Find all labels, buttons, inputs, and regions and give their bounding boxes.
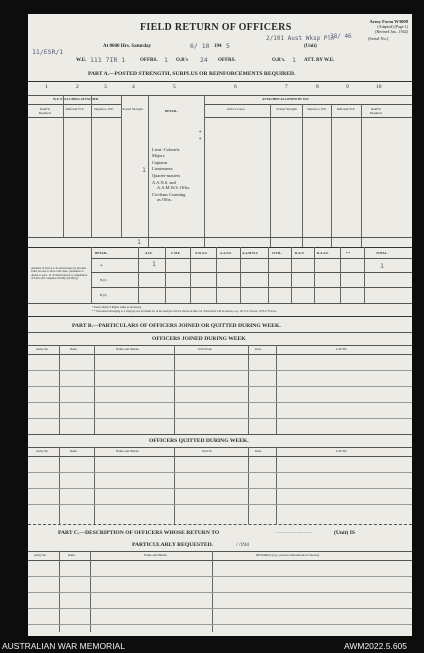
- col-num-6: 6: [234, 84, 237, 90]
- rule: [28, 247, 412, 248]
- column-rule: [59, 345, 60, 434]
- total-count: 1: [380, 262, 384, 270]
- column-rule: [276, 345, 277, 434]
- column-rule: [190, 247, 191, 303]
- column-rule: [94, 447, 95, 524]
- rule: [28, 560, 412, 561]
- rule: [28, 354, 412, 355]
- we-label: W.E.: [76, 58, 87, 63]
- part-c-line2: PARTICULARLY REQUESTED.: [132, 542, 214, 548]
- col-num-4: 4: [132, 84, 135, 90]
- joined-title: OFFICERS JOINED DURING WEEK: [152, 336, 246, 342]
- part-b-title: PART B.—PARTICULARS OF OFFICERS JOINED OR QUITTED DURING WEEK.: [72, 323, 281, 329]
- aif-count: 1: [152, 260, 156, 268]
- asterisk-marks: * *: [199, 131, 202, 143]
- we-excluding-header: W.E. EXCLUDING ATTACHED.: [53, 97, 99, 101]
- quitted-header-name: Name and Initials.: [116, 449, 140, 453]
- rank-as-offrs: as Offrs.: [157, 197, 173, 203]
- quitted-header-cause: CAUSE.: [336, 449, 348, 453]
- analysis-other: * *: [346, 251, 350, 255]
- joined-header-date: Date.: [255, 347, 262, 351]
- column-rule: [270, 104, 271, 247]
- rank-aans: A.A.N.S. and: [152, 180, 176, 186]
- subheader-posted-strength: Posted Strength.: [122, 107, 144, 111]
- unit-handwritten: 2/101 Aust Wksp Pln: [266, 35, 335, 42]
- col-num-1: 1: [45, 84, 48, 90]
- quitted-header-unit-to: Unit To.: [202, 449, 213, 453]
- analysis-total: TOTAL.: [376, 251, 388, 255]
- rank-lieut-colonels: Lieut.-Colonels: [152, 147, 180, 152]
- form-line-2: (Adapted) (Page 1): [377, 24, 408, 29]
- analysis-aif: A.I.F.: [145, 251, 153, 255]
- column-rule: [165, 247, 166, 303]
- serial-number: (Serial No.): [368, 36, 389, 41]
- column-rule: [314, 247, 315, 303]
- joined-header-unit-from: Unit From.: [198, 347, 213, 351]
- subheader-surplus-we: Surplus to W.E.: [93, 107, 114, 111]
- rule: [28, 447, 412, 448]
- col-num-3: 3: [104, 84, 107, 90]
- joined-header-rank: Rank.: [70, 347, 78, 351]
- column-rule: [174, 447, 175, 524]
- column-rule: [174, 345, 175, 434]
- rule: [28, 95, 412, 96]
- rule: [28, 551, 412, 552]
- column-rule: [364, 247, 365, 303]
- rank-captains: Captains: [152, 159, 168, 165]
- part-c-unit-is: (Unit) IS: [334, 530, 355, 536]
- analysis-ran: R.A.N.: [295, 251, 305, 255]
- analysis-row-b2: B.(2): [100, 293, 107, 297]
- part-a-title: PART A.—POSTED STRENGTH, SURPLUS OR REINFORCEMENTS REQUIRED.: [88, 71, 296, 77]
- at-hours: At 0600 Hrs. Saturday: [103, 44, 152, 49]
- column-rule: [291, 247, 292, 303]
- total-strength: 1: [137, 238, 141, 246]
- analysis-row-a: A.: [100, 263, 104, 267]
- col-num-7: 7: [285, 84, 288, 90]
- col-num-10: 10: [376, 84, 382, 90]
- column-rule: [248, 447, 249, 524]
- ors-label: O.R's: [176, 58, 189, 63]
- part-c-title: PART C.—DESCRIPTION OF OFFICERS WHOSE RETURN TO: [58, 530, 220, 536]
- column-rule: [204, 95, 205, 247]
- part-c-date: / /194: [236, 542, 249, 548]
- quitted-header-date: Date.: [255, 449, 262, 453]
- column-rule: [59, 447, 60, 524]
- subheader-right-deficient: Deficient W.E.: [336, 107, 356, 111]
- rule: [28, 472, 412, 473]
- rule: [28, 303, 412, 304]
- rule: [28, 434, 412, 435]
- part-c-header-name: Name and Initials.: [144, 553, 168, 557]
- joined-header-army-no: Army No.: [36, 347, 49, 351]
- left-reference: 11/ESR/1: [32, 48, 64, 56]
- footer-right: AWM2022.5.605: [344, 641, 407, 651]
- rule: [28, 316, 412, 317]
- rule: [28, 81, 412, 82]
- subheader-right-posted: Posted Strength.: [276, 107, 298, 111]
- column-rule: [248, 345, 249, 434]
- rank-majors: Majors: [152, 153, 165, 159]
- rule: [28, 488, 412, 489]
- column-rule: [121, 95, 122, 237]
- rule: [28, 456, 412, 457]
- rank-quartermasters: Quarter-masters: [152, 172, 181, 178]
- column-rule: [91, 95, 92, 237]
- column-rule: [340, 247, 341, 303]
- ors-handwritten: 24: [200, 56, 208, 64]
- rule: [28, 524, 412, 525]
- column-rule: [276, 447, 277, 524]
- col-num-5: 5: [173, 84, 176, 90]
- att-label: ATT. BY W.E.: [304, 58, 335, 63]
- rule: [28, 624, 412, 625]
- footnote-2: * * Personnel belonging to a category not provided for in the analysis will be shown in this Col. Particulars will be shown, e.g., 26 U.S. Forces; 10 N.Z. Forces.: [92, 309, 277, 313]
- unit-label: (Unit): [304, 44, 317, 49]
- captains-count: 1: [142, 166, 146, 174]
- date-handwritten: 6/ 10: [190, 42, 210, 50]
- rule: [28, 504, 412, 505]
- rule: [28, 237, 412, 238]
- ors2-label: O.R's.: [272, 58, 286, 63]
- year-handwritten: 5: [226, 42, 230, 50]
- rule: [28, 117, 121, 118]
- joined-header-cause: CAUSE.: [336, 347, 348, 351]
- column-rule: [240, 247, 241, 303]
- offrs-handwritten: 1: [164, 56, 168, 64]
- subheader-arm-corps: Arm or Corps.: [226, 107, 246, 111]
- column-rule: [91, 247, 92, 303]
- offrs-label: OFFRS.: [140, 58, 158, 63]
- analysis-row-b1: B.(1): [100, 278, 107, 282]
- column-rule: [138, 247, 139, 303]
- year-prefix: 194: [214, 44, 222, 49]
- joined-header-name: Name and Initials.: [116, 347, 140, 351]
- part-c-unit-dots: ..............................: [275, 530, 313, 535]
- form-title: FIELD RETURN OF OFFICERS: [140, 22, 292, 33]
- analysis-note: Analysis of Part A to be shown here by all units. Units are not to show O.R. here. (Attention is drawn to para. 15 of instructions for compilation of form will complete Part B(1) & B(2)): [31, 266, 88, 281]
- rule: [28, 576, 412, 577]
- footer-left: AUSTRALIAN WAR MEMORIAL: [2, 641, 125, 651]
- form-line-1: Army Form W3008: [369, 19, 408, 24]
- analysis-detail: DETAIL.: [95, 251, 108, 255]
- rule: [28, 370, 412, 371]
- rule: [28, 608, 412, 609]
- analysis-raaf: R.A.A.F.: [317, 251, 329, 255]
- analysis-cmf: C.M.F.: [171, 251, 181, 255]
- rule: [28, 418, 412, 419]
- part-c-header-army-no: Army No.: [34, 553, 47, 557]
- col-num-8: 8: [316, 84, 319, 90]
- part-c-header-remarks: REMARKS (e.g., present whereabouts if known).: [256, 553, 320, 557]
- quitted-header-army-no: Army No.: [36, 449, 49, 453]
- we-handwritten: 111 7IR 1: [90, 56, 126, 64]
- quitted-title: OFFICERS QUITTED DURING WEEK.: [149, 438, 249, 444]
- rank-lieutenants: Lieutenants: [152, 166, 173, 172]
- column-rule: [268, 247, 269, 303]
- offrs2-label: OFFRS.: [218, 58, 236, 63]
- analysis-aans: A.A.N.S.: [220, 251, 232, 255]
- subheader-deficient-we: Deficient W.E.: [65, 107, 85, 111]
- analysis-civil: CIVIL.: [272, 251, 283, 255]
- footnote-1: * Insert detail of higher ranks as necessary.: [92, 305, 142, 309]
- rule: [28, 592, 412, 593]
- part-c-header-rank: Rank.: [68, 553, 76, 557]
- col-num-9: 9: [346, 84, 349, 90]
- column-rule: [94, 345, 95, 434]
- rule: [28, 332, 412, 333]
- analysis-aamws: A.A.M.W.S.: [242, 251, 259, 255]
- column-rule: [216, 247, 217, 303]
- subheader-right-surplus: Surplus to W.E.: [306, 107, 327, 111]
- col-num-2: 2: [76, 84, 79, 90]
- column-rule: [148, 95, 149, 247]
- rank-aamws: A.A.M.W.S. Offrs.: [157, 185, 191, 191]
- subheader-right-reinf: Reinf'ts Required.: [369, 107, 383, 115]
- quitted-header-rank: Rank.: [70, 449, 78, 453]
- rank-civilians: Civilians Counting: [152, 192, 186, 198]
- column-rule: [361, 104, 362, 247]
- rule: [28, 386, 412, 387]
- rule: [204, 117, 412, 118]
- rule: [28, 402, 412, 403]
- rule: [204, 104, 412, 105]
- subheader-reinf-required: Reinf'ts Required.: [38, 107, 52, 115]
- detail-header: DETAIL.: [165, 109, 178, 113]
- attached-allowed-header: ATTACHED ALLOWED BY W.E.: [262, 97, 310, 101]
- column-rule: [331, 104, 332, 247]
- column-rule: [63, 95, 64, 237]
- form-number: [328, 19, 408, 34]
- analysis-awas: A.W.A.S.: [195, 251, 208, 255]
- form-line-3: (Revised Jan., 1942): [375, 29, 408, 34]
- rule: [28, 345, 412, 346]
- ors2-handwritten: 1: [292, 56, 296, 64]
- rank-list: [152, 147, 190, 202]
- form-sheet: [28, 14, 412, 636]
- rule: [28, 104, 121, 105]
- unit-handwritten-2: 38/ 46: [330, 33, 352, 40]
- column-rule: [302, 104, 303, 247]
